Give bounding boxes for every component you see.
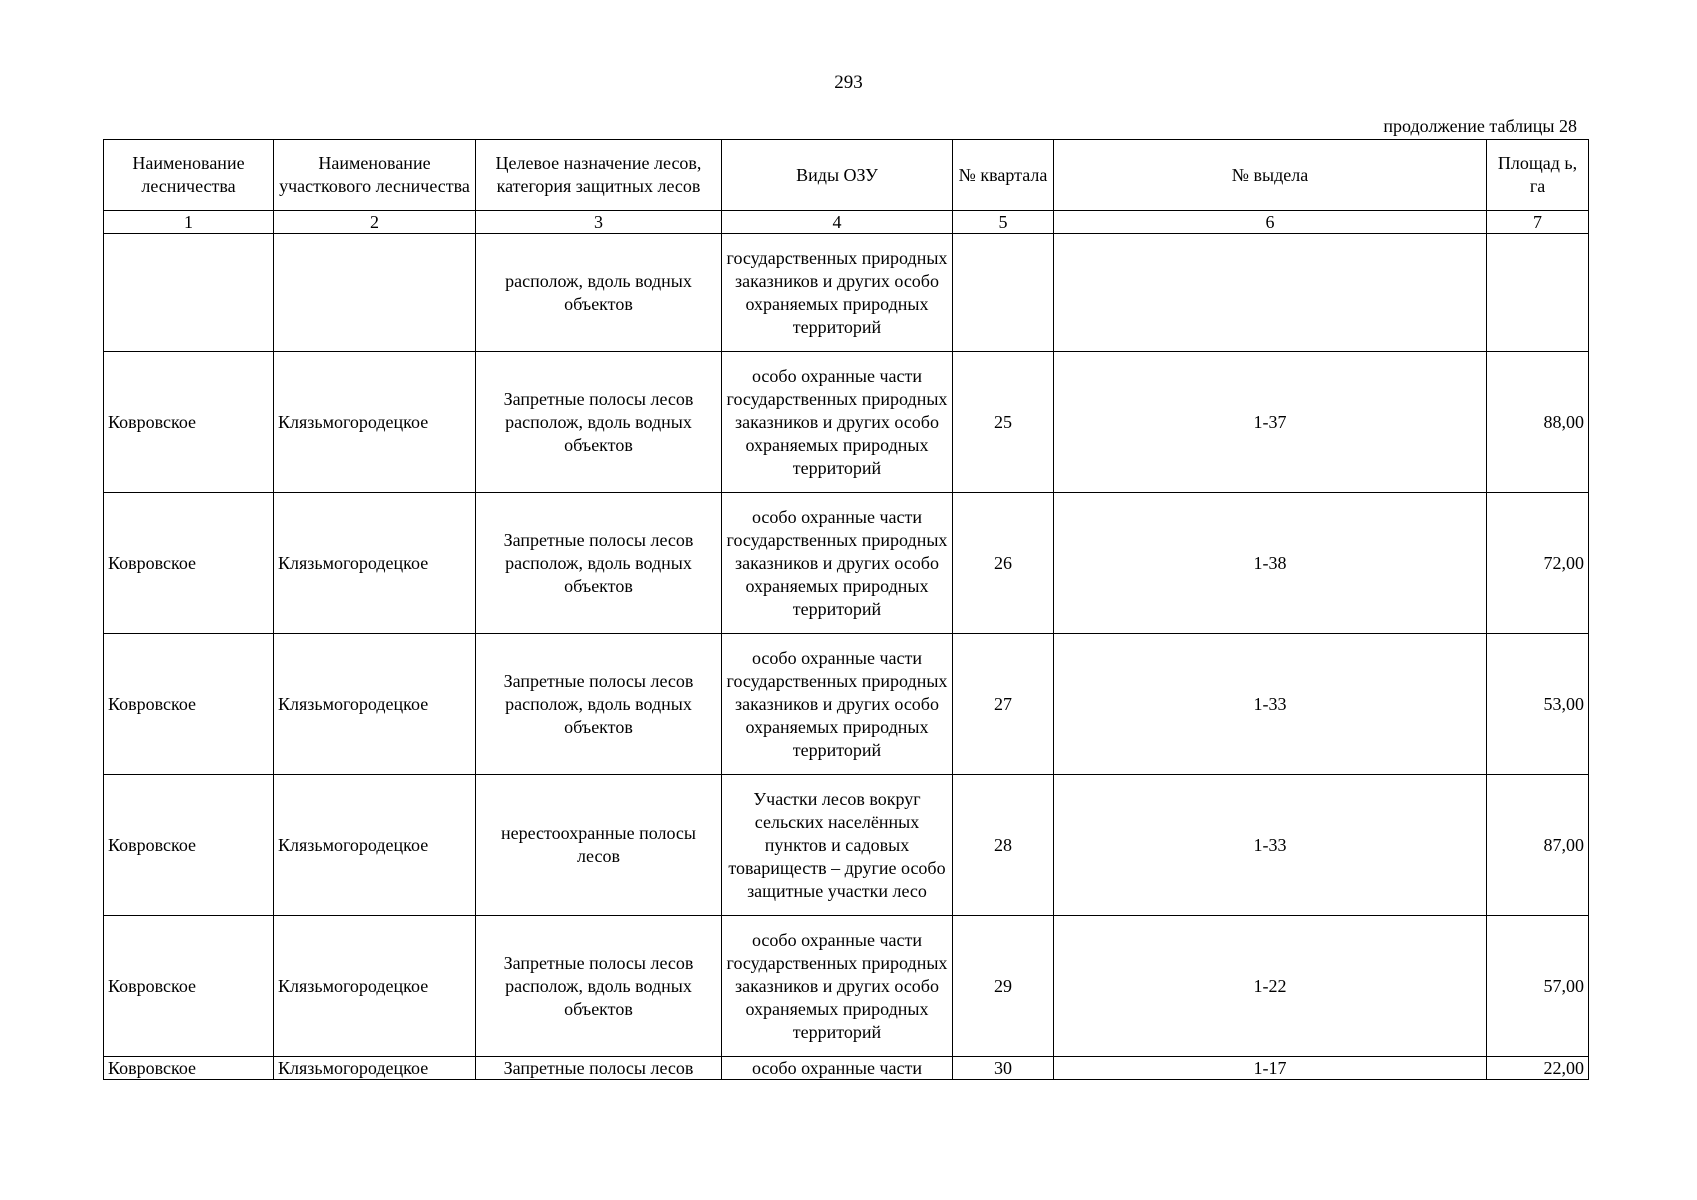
cell-area: 88,00: [1487, 352, 1589, 493]
cell-plots: 1-17: [1054, 1057, 1487, 1080]
table-row: [104, 1057, 1589, 1080]
header-forestry: Наименование лесничества: [104, 140, 274, 211]
column-number: 2: [274, 211, 476, 234]
cell-area: 72,00: [1487, 493, 1589, 634]
cell-ozu: особо охранные части государственных природных заказников и других особо охраняемых природных территорий: [722, 493, 953, 634]
cell-district: Клязьмогородецкое: [274, 352, 476, 493]
header-plot-number: № выдела: [1054, 140, 1487, 211]
continued-row: [104, 234, 1589, 352]
cell-quarter: 26: [953, 493, 1054, 634]
table-row: [104, 775, 1589, 916]
table-row: [104, 634, 1589, 775]
cell-purpose: располож, вдоль водных объектов: [476, 234, 722, 352]
cell-forestry: Ковровское: [104, 1057, 274, 1080]
cell-district: Клязьмогородецкое: [274, 775, 476, 916]
cell-quarter: 27: [953, 634, 1054, 775]
column-number: 6: [1054, 211, 1487, 234]
cell-purpose: нерестоохранные полосы лесов: [476, 775, 722, 916]
cell-quarter: 30: [953, 1057, 1054, 1080]
cell-forestry: Ковровское: [104, 916, 274, 1057]
cell-purpose: Запретные полосы лесов располож, вдоль водных объектов: [476, 493, 722, 634]
cell-forestry: Ковровское: [104, 775, 274, 916]
page-number: 293: [834, 72, 863, 93]
cell-purpose: Запретные полосы лесов располож, вдоль водных объектов: [476, 352, 722, 493]
table-row: [104, 916, 1589, 1057]
column-number: 4: [722, 211, 953, 234]
cell-district: Клязьмогородецкое: [274, 916, 476, 1057]
cell-ozu: государственных природных заказников и других особо охраняемых природных территорий: [722, 234, 953, 352]
cell-forestry: Ковровское: [104, 493, 274, 634]
column-number-row: [104, 211, 1589, 234]
header-ozu-types: Виды ОЗУ: [722, 140, 953, 211]
column-number: 1: [104, 211, 274, 234]
header-area: Площад ь, га: [1487, 140, 1589, 211]
cell-ozu: особо охранные части государственных природных заказников и других особо охраняемых природных территорий: [722, 352, 953, 493]
cell-district: Клязьмогородецкое: [274, 493, 476, 634]
column-number: 7: [1487, 211, 1589, 234]
cell-area: 57,00: [1487, 916, 1589, 1057]
table-row: [104, 352, 1589, 493]
cell-district: Клязьмогородецкое: [274, 1057, 476, 1080]
header-district-forestry: Наименование участкового лесничества: [274, 140, 476, 211]
cell-plots: 1-33: [1054, 775, 1487, 916]
cell-quarter: 28: [953, 775, 1054, 916]
cell-district: [274, 234, 476, 352]
table-continuation-note: продолжение таблицы 28: [1383, 116, 1577, 136]
cell-area: 53,00: [1487, 634, 1589, 775]
cell-ozu: особо охранные части государственных природных заказников и других особо охраняемых природных территорий: [722, 916, 953, 1057]
cell-plots: [1054, 234, 1487, 352]
forest-areas-table: [103, 139, 1589, 1080]
cell-quarter: [953, 234, 1054, 352]
cell-plots: 1-22: [1054, 916, 1487, 1057]
cell-ozu: особо охранные части: [722, 1057, 953, 1080]
column-number: 5: [953, 211, 1054, 234]
header-forest-purpose: Целевое назначение лесов, категория защитных лесов: [476, 140, 722, 211]
cell-area: 22,00: [1487, 1057, 1589, 1080]
cell-purpose: Запретные полосы лесов располож, вдоль водных объектов: [476, 634, 722, 775]
cell-quarter: 29: [953, 916, 1054, 1057]
table-header-row: [104, 140, 1589, 211]
cell-area: [1487, 234, 1589, 352]
cell-area: 87,00: [1487, 775, 1589, 916]
column-number: 3: [476, 211, 722, 234]
cell-ozu: особо охранные части государственных природных заказников и других особо охраняемых природных территорий: [722, 634, 953, 775]
cell-forestry: Ковровское: [104, 352, 274, 493]
cell-forestry: [104, 234, 274, 352]
cell-plots: 1-37: [1054, 352, 1487, 493]
cell-quarter: 25: [953, 352, 1054, 493]
cell-forestry: Ковровское: [104, 634, 274, 775]
cell-purpose: Запретные полосы лесов располож, вдоль водных объектов: [476, 916, 722, 1057]
cell-ozu: Участки лесов вокруг сельских населённых пунктов и садовых товариществ – другие особо защитные участки лесо: [722, 775, 953, 916]
cell-plots: 1-38: [1054, 493, 1487, 634]
table-row: [104, 493, 1589, 634]
cell-purpose: Запретные полосы лесов: [476, 1057, 722, 1080]
cell-district: Клязьмогородецкое: [274, 634, 476, 775]
header-quarter-number: № квартала: [953, 140, 1054, 211]
cell-plots: 1-33: [1054, 634, 1487, 775]
